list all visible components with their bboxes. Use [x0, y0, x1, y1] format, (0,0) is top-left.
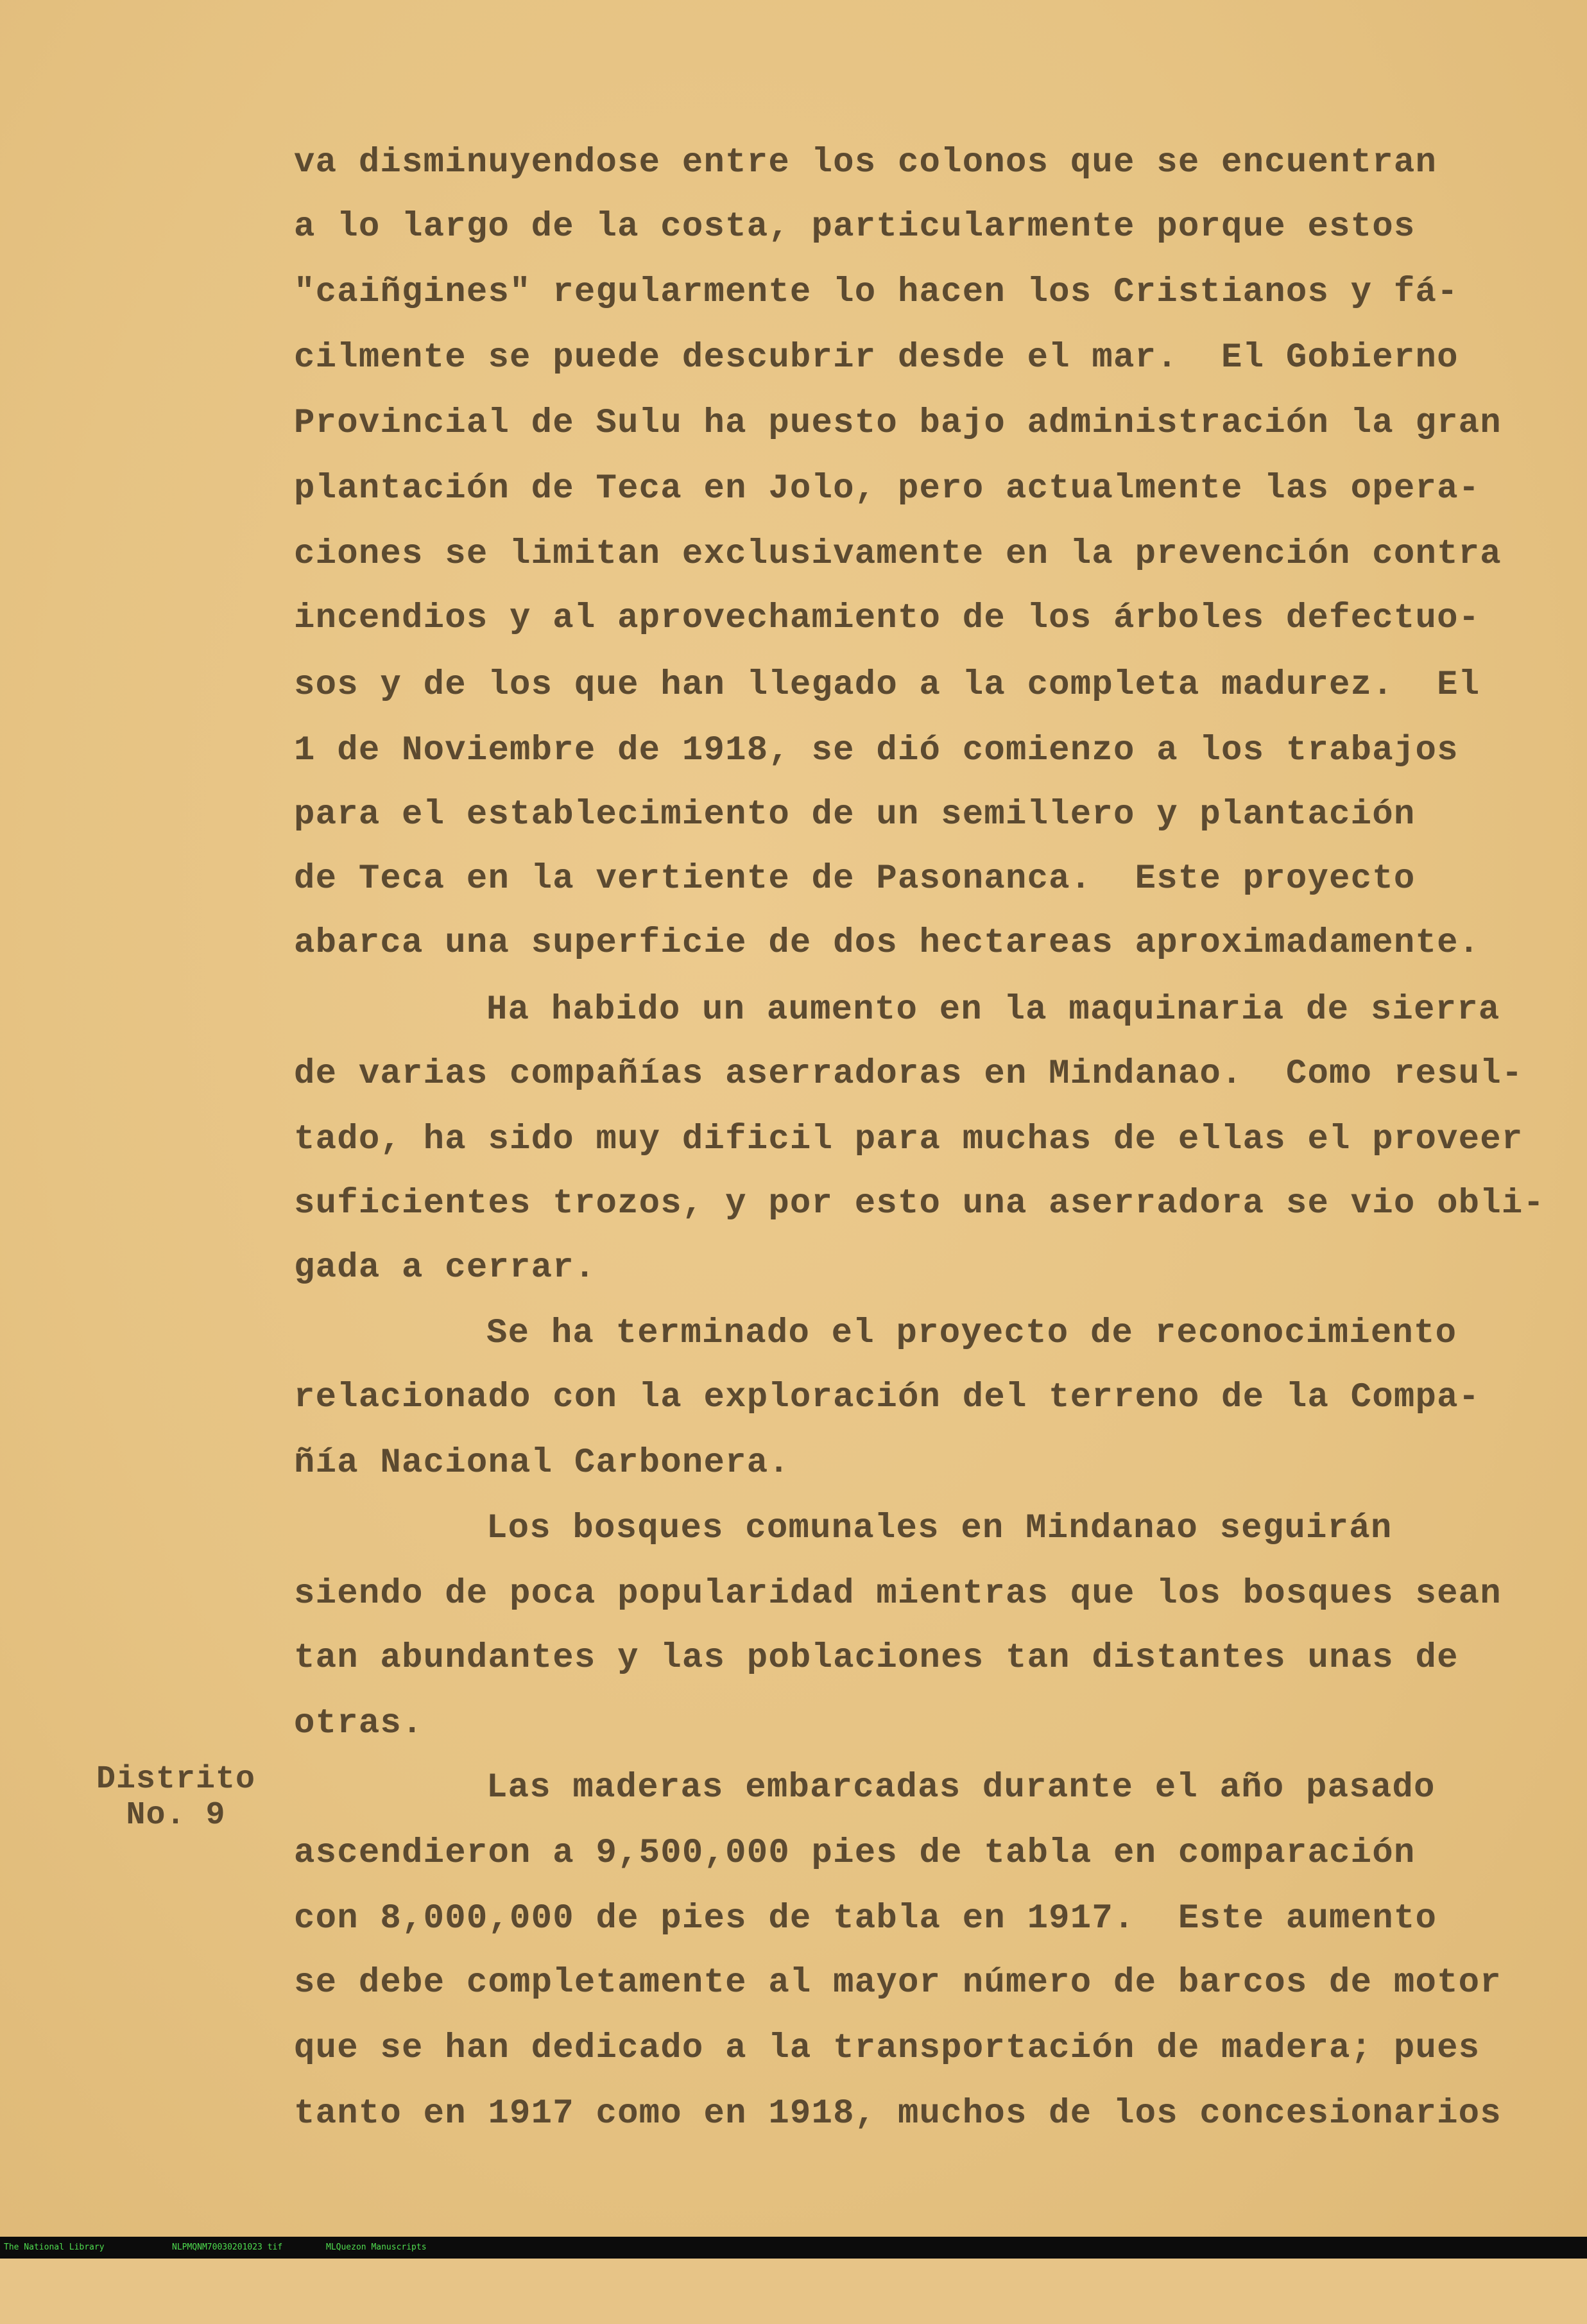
- text-line: suficientes trozos, y por esto una aserradora se vio obli-: [294, 1184, 1545, 1223]
- text-line: ñía Nacional Carbonera.: [294, 1443, 790, 1483]
- text-line: abarca una superficie de dos hectareas aproximadamente.: [294, 924, 1480, 963]
- text-line: Ha habido un aumento en la maquinaria de sierra: [486, 990, 1500, 1029]
- text-line: con 8,000,000 de pies de tabla en 1917. Este aumento: [294, 1899, 1437, 1938]
- archive-footer-bar: [0, 2237, 1587, 2259]
- text-line: de varias compañías aserradoras en Mindanao. Como resul-: [294, 1054, 1523, 1094]
- text-line: va disminuyendose entre los colonos que se encuentran: [294, 143, 1437, 182]
- text-line: siendo de poca popularidad mientras que los bosques sean: [294, 1574, 1502, 1614]
- text-line: 1 de Noviembre de 1918, se dió comienzo a los trabajos: [294, 731, 1459, 770]
- footer-collection-label: MLQuezon Manuscripts: [326, 2242, 427, 2252]
- text-line: otras.: [294, 1704, 424, 1743]
- margin-note-district: [96, 1762, 255, 1834]
- text-line: tan abundantes y las poblaciones tan distantes unas de: [294, 1639, 1459, 1678]
- text-line: a lo largo de la costa, particularmente porque estos: [294, 207, 1416, 246]
- text-line: Se ha terminado el proyecto de reconocimiento: [486, 1314, 1457, 1353]
- text-line: incendios y al aprovechamiento de los árboles defectuo-: [294, 599, 1480, 638]
- text-line: Las maderas embarcadas durante el año pasado: [486, 1768, 1436, 1807]
- footer-filename-label: NLPMQNM70030201023 tif: [172, 2242, 283, 2252]
- text-line: para el establecimiento de un semillero y plantación: [294, 795, 1416, 834]
- text-line: que se han dedicado a la transportación de madera; pues: [294, 2029, 1480, 2068]
- footer-library-label: The National Library: [4, 2242, 105, 2252]
- text-line: sos y de los que han llegado a la completa madurez. El: [294, 666, 1480, 705]
- text-line: tado, ha sido muy dificil para muchas de ellas el proveer: [294, 1120, 1523, 1159]
- margin-note-line: No. 9: [126, 1797, 226, 1834]
- text-line: Provincial de Sulu ha puesto bajo administración la gran: [294, 404, 1502, 443]
- text-line: se debe completamente al mayor número de barcos de motor: [294, 1963, 1502, 2002]
- text-line: cilmente se puede descubrir desde el mar. El Gobierno: [294, 338, 1459, 377]
- text-line: relacionado con la exploración del terreno de la Compa-: [294, 1378, 1480, 1417]
- margin-note-line: Distrito: [96, 1761, 256, 1798]
- text-line: Los bosques comunales en Mindanao seguirán: [486, 1509, 1393, 1548]
- text-line: tanto en 1917 como en 1918, muchos de los concesionarios: [294, 2094, 1502, 2133]
- text-line: gada a cerrar.: [294, 1248, 596, 1287]
- text-line: de Teca en la vertiente de Pasonanca. Este proyecto: [294, 859, 1416, 899]
- text-line: ascendieron a 9,500,000 pies de tabla en comparación: [294, 1834, 1416, 1873]
- text-line: plantación de Teca en Jolo, pero actualmente las opera-: [294, 469, 1480, 508]
- text-line: "caiñgines" regularmente lo hacen los Cristianos y fá-: [294, 273, 1459, 312]
- text-line: ciones se limitan exclusivamente en la prevención contra: [294, 535, 1502, 574]
